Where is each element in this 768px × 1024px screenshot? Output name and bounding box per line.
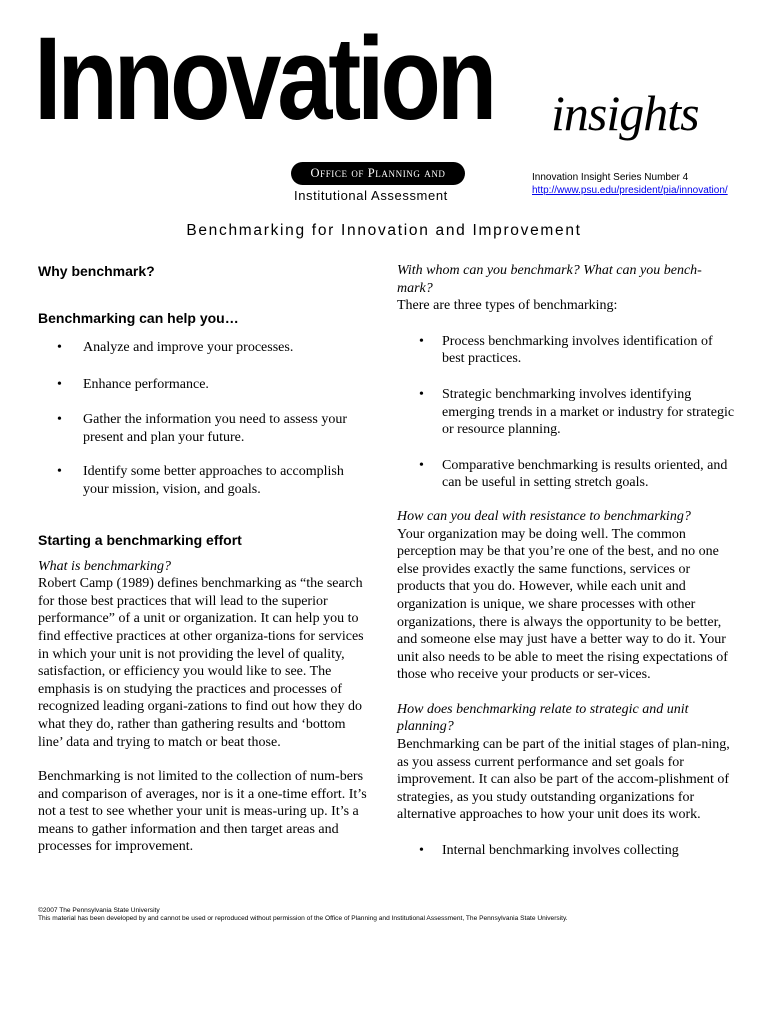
series-link[interactable]: http://www.psu.edu/president/pia/innovation/	[532, 185, 728, 196]
types-intro: There are three types of benchmarking:	[397, 298, 618, 314]
masthead-subtitle: insights	[551, 85, 699, 141]
footer-notice: This material has been developed by and cannot be used or reproduced without permission of the Office of Planning and Institutional Assessment, The Pennsylvania State University.	[38, 915, 568, 923]
list-item: • Internal benchmarking involves collecting	[397, 842, 735, 860]
whom-question: With whom can you benchmark? What can you bench-mark?	[397, 263, 702, 296]
office-logo-subtitle: Institutional Assessment	[294, 188, 448, 203]
office-logo-box: Office of Planning and	[291, 162, 465, 185]
what-paragraph: Robert Camp (1989) defines benchmarking as “the search for those best practices that will lead to the superior performance” of a unit or organization. It can help you to find effective practices at other organiza-tions for services in which your unit is not providing the level of quality, satisfaction, or efficiency you would like to see. The emphasis is on studying the practices and processes of recognized leading organi-zations to find out how they do what they do, rather than gathering results and ‘bottom line’ data and trying to match or beat those.	[38, 576, 364, 750]
list-item: • Comparative benchmarking is results oriented, and can be useful in setting stretch goals.	[397, 457, 735, 492]
resist-paragraph: Your organization may be doing well. The common perception may be that you’re one of the best, and no one else provides exactly the same functions, services or products that you do. However, while each unit and organization is unique, we share processes with other organizations, there is always the opportunity to be better, and someone else may just have a better way to do it. Your unit also needs to be able to meet the rising expectations of those who receive your products or ser-vices.	[397, 526, 728, 683]
limits-paragraph: Benchmarking is not limited to the collection of num-bers and comparison of averages, nor is it a one-time effort. It’s not a test to see whether your unit is meas-uring up. It’s a means to gather information and then target areas and processes for improvement.	[38, 769, 367, 855]
resist-question: How can you deal with resistance to benchmarking?	[397, 508, 691, 524]
series-label: Innovation Insight Series Number 4	[532, 172, 689, 183]
footer-copyright: ©2007 The Pennsylvania State University	[38, 907, 160, 914]
list-item: • Analyze and improve your processes.	[38, 339, 370, 357]
start-heading: Starting a benchmarking effort	[38, 531, 242, 548]
list-item: • Gather the information you need to assess your present and plan your future.	[38, 411, 370, 446]
what-question: What is benchmarking?	[38, 558, 171, 574]
help-list	[38, 339, 370, 499]
right-column	[397, 262, 735, 860]
why-benchmark-heading: Why benchmark?	[38, 263, 155, 279]
list-item: • Strategic benchmarking involves identifying emerging trends in a market or industry for strategic or resource planning.	[397, 386, 735, 439]
relate-paragraph: Benchmarking can be part of the initial stages of plan-ning, as you assess current performance and set goals for improvement. It can also be part of the accom-plishment of strategies, as you study outstanding organizations for alternative approaches to how your unit does its work.	[397, 737, 730, 823]
left-column	[38, 262, 370, 856]
list-item: • Process benchmarking involves identification of best practices.	[397, 333, 735, 368]
footer	[38, 907, 738, 924]
document-title: Benchmarking for Innovation and Improvement	[186, 222, 582, 239]
list-item: • Identify some better approaches to accomplish your mission, vision, and goals.	[38, 463, 370, 498]
relate-question: How does benchmarking relate to strategic and unit planning?	[397, 701, 689, 735]
internal-list	[397, 842, 735, 860]
types-list	[397, 333, 735, 492]
help-heading: Benchmarking can help you…	[38, 310, 239, 326]
masthead-title: Innovation	[34, 13, 494, 145]
list-item: • Enhance performance.	[38, 376, 370, 394]
series-info	[532, 171, 728, 197]
